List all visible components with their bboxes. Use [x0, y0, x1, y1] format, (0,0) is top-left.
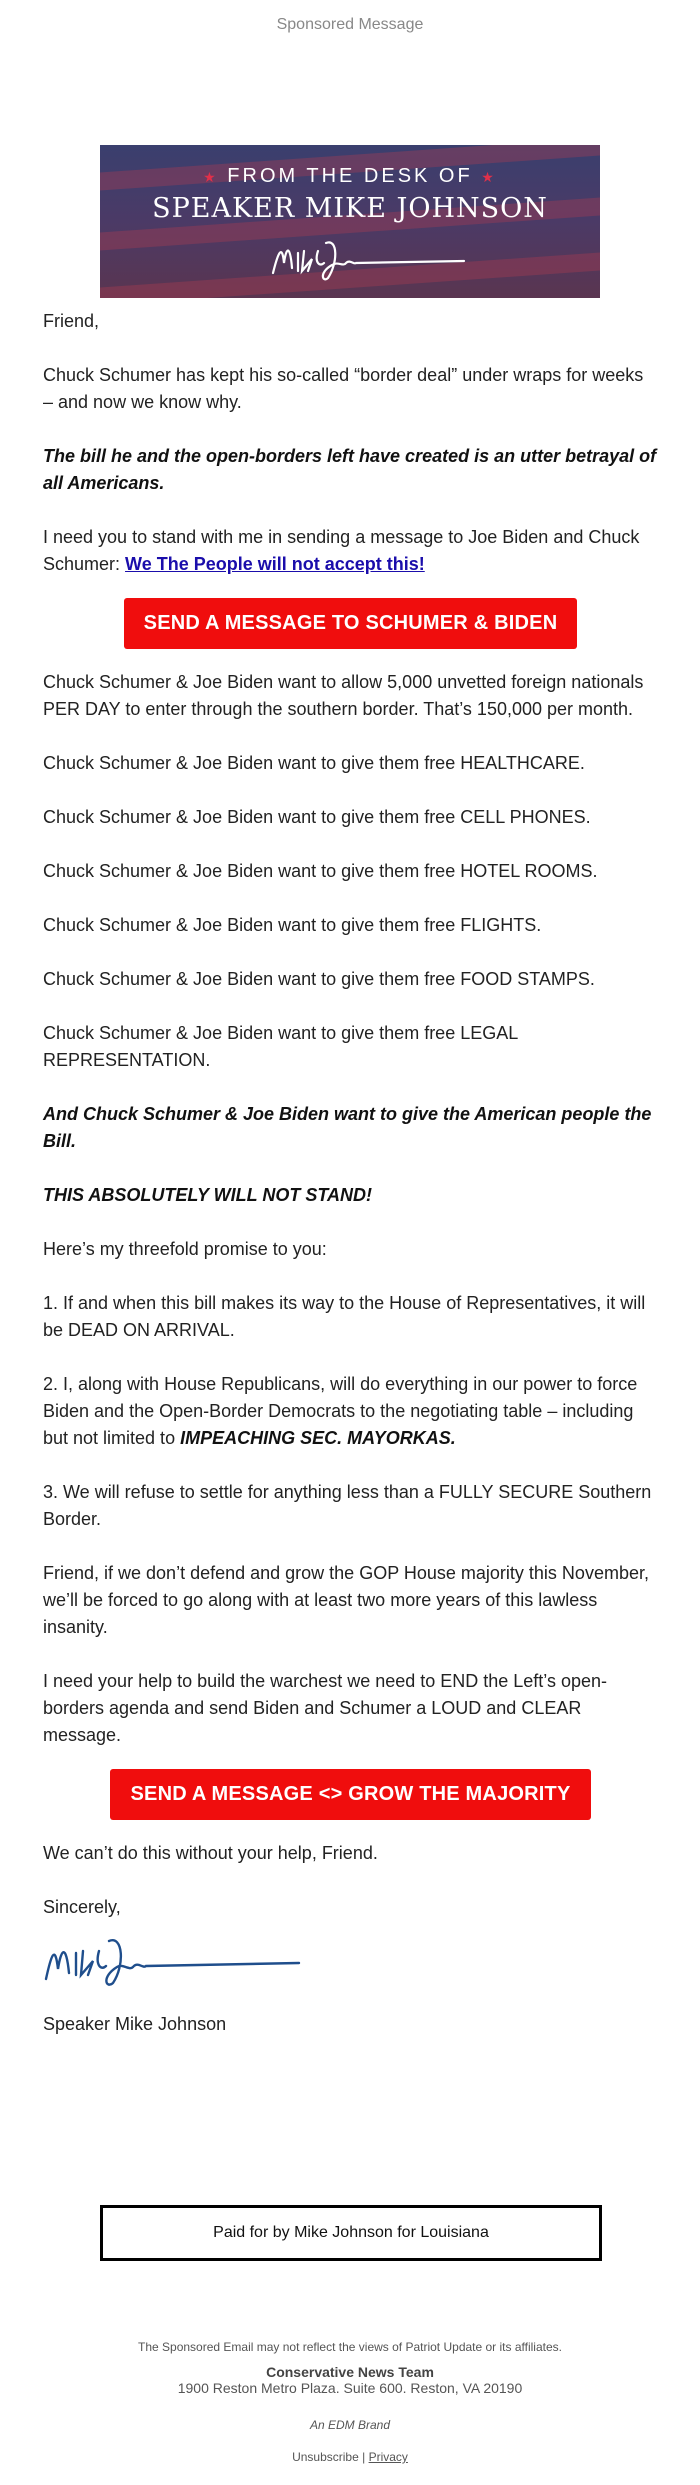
paragraph: Chuck Schumer & Joe Biden want to allow 5,000 unvetted foreign nationals PER DAY to enter through the southern border. That’s 150,000 per month. — [43, 672, 644, 719]
star-icon: ★ — [203, 169, 219, 185]
link-separator: | — [358, 2450, 369, 2464]
greeting: Friend, — [43, 311, 100, 331]
paragraph — [43, 524, 658, 578]
paragraph: Chuck Schumer & Joe Biden want to give them free HOTEL ROOMS. — [43, 861, 598, 881]
paragraph-text: 2. I, along with House Republicans, will do everything in our power to force Biden and the Open-Border Democrats to the negotiating table – including but not limited to — [43, 1374, 638, 1448]
send-message-button[interactable]: SEND A MESSAGE TO SCHUMER & BIDEN — [124, 598, 578, 649]
unsubscribe-link[interactable]: Unsubscribe — [292, 2450, 359, 2464]
signature — [43, 1931, 658, 1999]
cta-wrap — [43, 1769, 658, 1820]
footer-brand: An EDM Brand — [309, 2418, 391, 2432]
we-the-people-link[interactable]: We The People will not accept this! — [125, 554, 425, 574]
paragraph: 1. If and when this bill makes its way to the House of Representatives, it will be DEAD ON ARRIVAL. — [43, 1293, 646, 1340]
paragraph: Chuck Schumer & Joe Biden want to give them free FLIGHTS. — [43, 915, 542, 935]
paragraph: Here’s my threefold promise to you: — [43, 1239, 327, 1259]
signature-icon — [268, 233, 468, 288]
paragraph-bold-italic: THIS ABSOLUTELY WILL NOT STAND! — [43, 1185, 372, 1205]
paragraph: Chuck Schumer & Joe Biden want to give them free HEALTHCARE. — [43, 753, 585, 773]
banner-desk-text: FROM THE DESK OF — [227, 165, 473, 187]
paid-for-box: Paid for by Mike Johnson for Louisiana — [100, 2205, 602, 2261]
letter-body — [43, 308, 658, 2065]
banner-title: SPEAKER MIKE JOHNSON — [152, 193, 548, 224]
paragraph: We can’t do this without your help, Friend. — [43, 1843, 378, 1863]
paragraph: Friend, if we don’t defend and grow the GOP House majority this November, we’ll be forced to go along with at least two more years of this lawless insanity. — [43, 1563, 649, 1637]
paragraph: Chuck Schumer has kept his so-called “border deal” under wraps for weeks – and now we know why. — [43, 365, 644, 412]
signature-icon — [43, 1931, 303, 1991]
paragraph-text: I need you to stand with me in sending a message to Joe Biden and Chuck Schumer: — [43, 527, 640, 574]
grow-majority-button[interactable]: SEND A MESSAGE <> GROW THE MAJORITY — [110, 1769, 590, 1820]
privacy-link[interactable]: Privacy — [368, 2450, 408, 2464]
star-icon: ★ — [481, 169, 497, 185]
footer-links — [0, 2450, 700, 2464]
footer-disclaimer: The Sponsored Email may not reflect the views of Patriot Update or its affiliates. — [138, 2340, 562, 2354]
impeach-emphasis: IMPEACHING SEC. MAYORKAS. — [180, 1428, 456, 1448]
sponsored-label: Sponsored Message — [276, 16, 424, 33]
paragraph-bold-italic: And Chuck Schumer & Joe Biden want to give the American people the Bill. — [43, 1104, 652, 1151]
paragraph: Chuck Schumer & Joe Biden want to give them free LEGAL REPRESENTATION. — [43, 1023, 518, 1070]
paragraph-bold-italic: The bill he and the open-borders left have created is an utter betrayal of all Americans. — [43, 446, 657, 493]
paragraph: Chuck Schumer & Joe Biden want to give them free FOOD STAMPS. — [43, 969, 595, 989]
header-banner — [100, 145, 600, 298]
footer-address: 1900 Reston Metro Plaza. Suite 600. Reston, VA 20190 — [177, 2380, 523, 2396]
closing: Sincerely, — [43, 1897, 121, 1917]
paragraph: Chuck Schumer & Joe Biden want to give them free CELL PHONES. — [43, 807, 591, 827]
paragraph: 3. We will refuse to settle for anything less than a FULLY SECURE Southern Border. — [43, 1482, 652, 1529]
banner-line-1 — [100, 165, 600, 188]
paragraph: I need your help to build the warchest we need to END the Left’s open-borders agenda and send Biden and Schumer a LOUD and CLEAR message. — [43, 1671, 608, 1745]
paragraph — [43, 1371, 658, 1452]
cta-wrap — [43, 598, 658, 649]
footer-team: Conservative News Team — [266, 2364, 434, 2380]
footer — [0, 2340, 700, 2464]
signer-name: Speaker Mike Johnson — [43, 2014, 227, 2034]
